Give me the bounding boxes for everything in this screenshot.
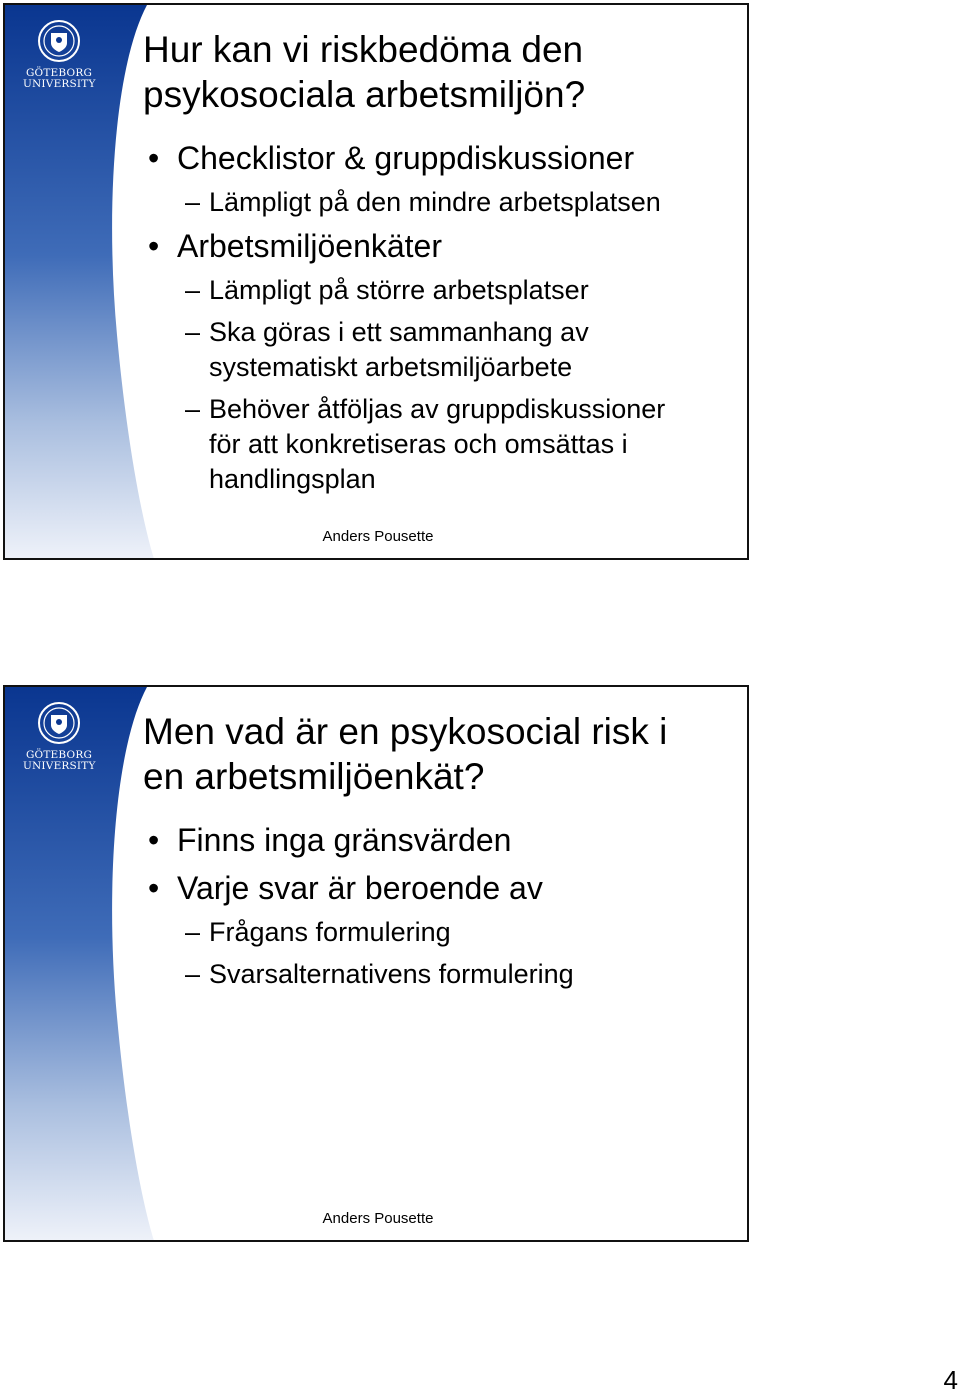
sub-bullet-item xyxy=(143,915,743,950)
dash-marker: – xyxy=(185,187,201,217)
university-seal-icon xyxy=(37,701,81,745)
logo-text-line-2: UNIVERSITY xyxy=(23,760,96,772)
slide-footer: Anders Pousette xyxy=(322,1210,434,1227)
title-line-1: Men vad är en psykosocial risk i xyxy=(143,711,668,752)
dash-marker: – xyxy=(185,959,201,989)
university-logo xyxy=(23,701,95,772)
logo-text xyxy=(23,68,95,90)
slide-title xyxy=(143,27,733,117)
university-seal-icon xyxy=(37,19,81,63)
sub-bullet-text-line-1: Behöver åtföljas av gruppdiskussioner xyxy=(209,394,666,424)
title-line-2: en arbetsmiljöenkät? xyxy=(143,756,485,797)
sub-bullet-item xyxy=(143,185,743,220)
dash-marker: – xyxy=(185,394,201,424)
university-logo xyxy=(23,19,95,90)
dash-marker: – xyxy=(185,317,201,347)
sub-bullet-text: Lämpligt på den mindre arbetsplatsen xyxy=(209,187,661,217)
sub-bullet-item xyxy=(143,273,743,308)
bullet-marker: • xyxy=(148,228,160,264)
sub-bullet-item xyxy=(143,392,743,497)
bullet-item xyxy=(143,869,743,907)
bullet-item xyxy=(143,139,743,177)
bullet-text: Checklistor & gruppdiskussioner xyxy=(177,140,635,176)
sub-bullet-text-line-3: handlingsplan xyxy=(209,464,376,494)
bullet-list xyxy=(143,821,743,999)
bullet-item xyxy=(143,227,743,265)
dash-marker: – xyxy=(185,917,201,947)
sub-bullet-text-line-2: systematiskt arbetsmiljöarbete xyxy=(209,352,573,382)
slide-1 xyxy=(3,3,749,560)
logo-text-line-1: GÖTEBORG xyxy=(25,67,93,79)
logo-text-line-2: UNIVERSITY xyxy=(23,78,96,90)
slide-footer: Anders Pousette xyxy=(322,528,434,545)
sub-bullet-text: Svarsalternativens formulering xyxy=(209,959,574,989)
bullet-text: Varje svar är beroende av xyxy=(177,870,543,906)
sub-bullet-item xyxy=(143,957,743,992)
title-line-1: Hur kan vi riskbedöma den xyxy=(143,29,584,70)
logo-text-line-1: GÖTEBORG xyxy=(25,749,93,761)
sub-bullet-item xyxy=(143,315,743,385)
sub-bullet-text-line-1: Ska göras i ett sammanhang av xyxy=(209,317,589,347)
bullet-marker: • xyxy=(148,140,160,176)
sub-bullet-text: Frågans formulering xyxy=(209,917,451,947)
slide-2 xyxy=(3,685,749,1242)
sub-bullet-text-line-2: för att konkretiseras och omsättas i xyxy=(209,429,628,459)
bullet-item xyxy=(143,821,743,859)
title-line-2: psykosociala arbetsmiljön? xyxy=(143,74,586,115)
bullet-text: Finns inga gränsvärden xyxy=(177,822,512,858)
bullet-text: Arbetsmiljöenkäter xyxy=(177,228,442,264)
bullet-marker: • xyxy=(148,822,160,858)
sub-bullet-text: Lämpligt på större arbetsplatser xyxy=(209,275,589,305)
bullet-list xyxy=(143,139,743,504)
logo-text xyxy=(23,750,95,772)
page-number: 4 xyxy=(943,1365,958,1395)
slide-title xyxy=(143,709,733,799)
dash-marker: – xyxy=(185,275,201,305)
bullet-marker: • xyxy=(148,870,160,906)
